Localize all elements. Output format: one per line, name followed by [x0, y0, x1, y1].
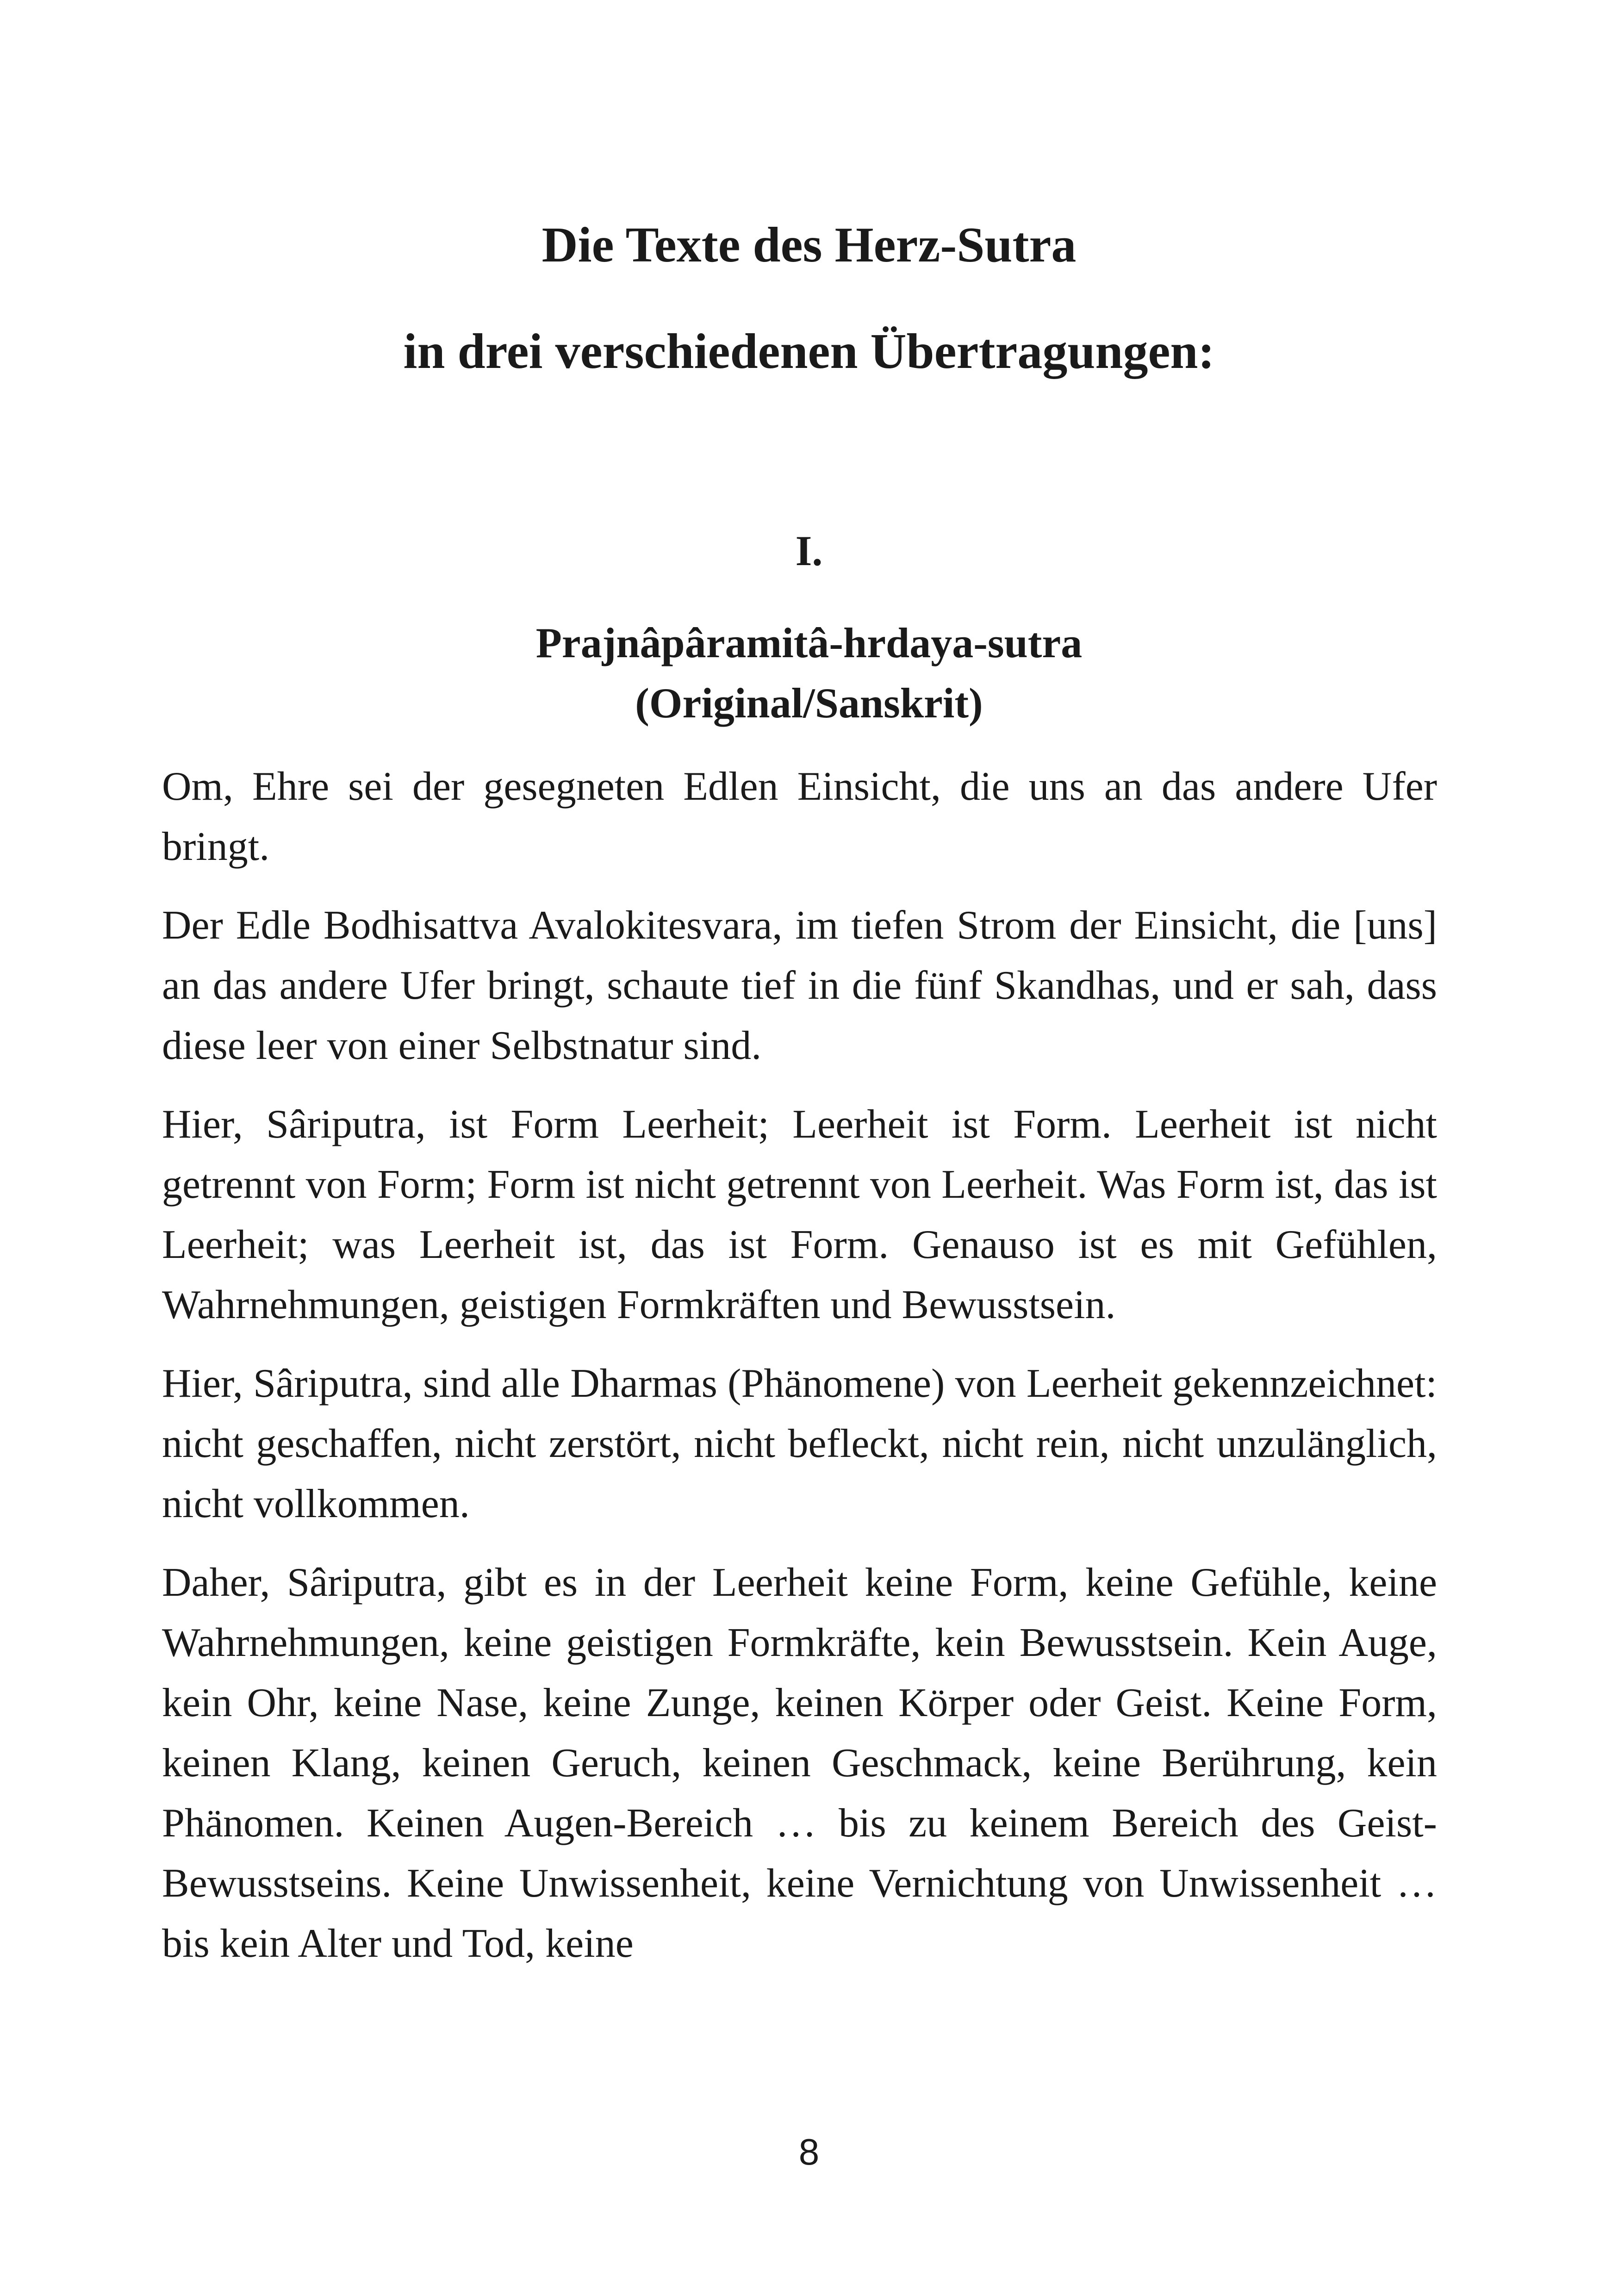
- paragraph: Der Edle Bodhisattva Avalokitesvara, im tiefen Strom der Einsicht, die [uns] an das andere Ufer bringt, schaute tief in die fünf Skandhas, und er sah, dass diese leer von einer Selbstnatur sind.: [162, 903, 1437, 1068]
- section-numeral: I.: [795, 527, 823, 574]
- page-number: 8: [798, 2131, 820, 2172]
- page-title-line-1: Die Texte des Herz-Sutra: [541, 218, 1077, 273]
- section-title: Prajnâpâramitâ-hrdaya-sutra: [535, 619, 1083, 666]
- paragraph: Om, Ehre sei der gesegneten Edlen Einsicht, die uns an das andere Ufer bringt.: [162, 764, 1437, 869]
- paragraph: Hier, Sâriputra, sind alle Dharmas (Phänomene) von Leerheit gekennzeichnet: nicht geschaffen, nicht zerstört, nicht befleckt, nicht rein, nicht unzulänglich, nicht vollkommen.: [162, 1361, 1437, 1526]
- body-text: [162, 757, 1437, 1992]
- page-title-line-2: in drei verschiedenen Übertragungen:: [403, 324, 1215, 379]
- paragraph: Daher, Sâriputra, gibt es in der Leerheit keine Form, keine Gefühle, keine Wahrnehmungen, keine geistigen Formkräfte, kein Bewusstsein. Kein Auge, kein Ohr, keine Nase, keine Zunge, keinen Körper oder Geist. Keine Form, keinen Klang, keinen Geruch, keinen Geschmack, keine Berührung, kein Phänomen. Keinen Augen-Bereich … bis zu keinem Bereich des Geist-Bewusstseins. Keine Unwissenheit, keine Vernichtung von Unwissenheit … bis kein Alter und Tod, keine: [162, 1560, 1437, 1966]
- paragraph: Hier, Sâriputra, ist Form Leerheit; Leerheit ist Form. Leerheit ist nicht getrennt von Form; Form ist nicht getrennt von Leerheit. Was Form ist, das ist Leerheit; was Leerheit ist, das ist Form. Genauso ist es mit Gefühlen, Wahrnehmungen, geistigen Formkräften und Bewusstsein.: [162, 1102, 1437, 1327]
- section-subtitle: (Original/Sanskrit): [635, 679, 983, 727]
